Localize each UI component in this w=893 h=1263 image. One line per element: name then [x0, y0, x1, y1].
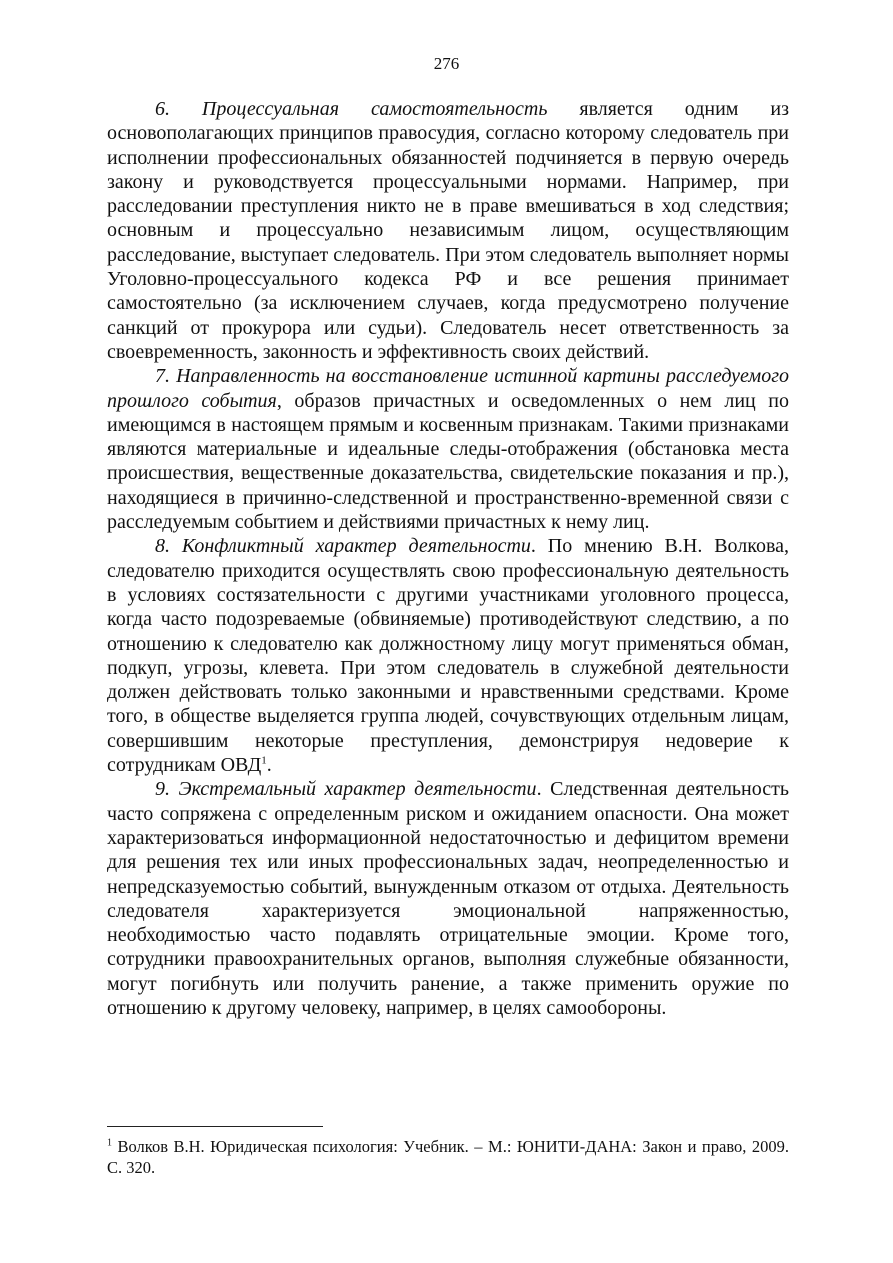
paragraph-text: является одним из основополагающих принципов правосудия, согласно которому следователь при исполнении профессиональных обязанностей подчиняется в первую очередь закону и руководствуется процессуальными нормами. Например, при расследовании преступления никто не в праве вмешиваться в ход следствия; основным и процессуально независимым лицом, осуществляющим расследование, выступает следователь. При этом следователь выполняет нормы Уголовно-процессуального кодекса РФ и все решения принимает самостоятельно (за исключением случаев, когда предусмотрено получение санкций от прокурора или судьи). Следователь несет ответственность за своевременность, законность и эффективность своих действий. — [107, 98, 790, 363]
footnote-separator — [107, 1126, 323, 1127]
footnote-reference[interactable]: 1 — [261, 754, 267, 767]
paragraph-lead: 8. Конфликтный характер деятельности — [155, 535, 531, 558]
paragraph-lead: 7. Направленность на восстановление истинной картины расследуемого прошлого события — [107, 365, 789, 412]
footnote-text: Волков В.Н. Юридическая психология: Учебник. – М.: ЮНИТИ-ДАНА: Закон и право, 2009. С. 320. — [107, 1137, 789, 1177]
paragraph-text: . По мнению В.Н. Волкова, следователю приходится осуществлять свою профессиональную деятельность в условиях состязательности с другими участниками уголовного процесса, когда часто подозреваемые (обвиняемые) противодействуют следствию, а по отношению к следователю как должностному лицу могут применяться обман, подкуп, угрозы, клевета. При этом следователь в служебной деятельности должен действовать только законными и нравственными средствами. Кроме того, в обществе выделяется группа людей, сочувствующих отдельным лицам, совершившим некоторые преступления, демонстрируя недоверие к сотрудникам ОВД — [107, 535, 790, 777]
paragraph-conflict-nature — [107, 534, 789, 777]
page-number: 276 — [433, 54, 460, 73]
paragraph-reconstruction-focus — [107, 364, 789, 534]
body-text — [107, 97, 789, 1020]
footnote-marker: 1 — [107, 1137, 112, 1149]
paragraph-extreme-nature — [107, 777, 789, 1020]
footnote — [107, 1136, 789, 1178]
paragraph-text: , образов причастных и осведомленных о нем лиц по имеющимся в настоящем прямым и косвенным признакам. Такими признаками являются материальные и идеальные следы-отображения (обстановка места происшествия, вещественные доказательства, свидетельские показания и пр.), находящиеся в причинно-следственной и пространственно-временной связи с расследуемым событием и действиями причастных к нему лиц. — [107, 389, 789, 534]
paragraph-lead: 6. Процессуальная самостоятельность — [155, 98, 548, 120]
paragraph-lead: 9. Экстремальный характер деятельности — [155, 778, 537, 801]
paragraph-procedural-independence — [107, 97, 789, 364]
paragraph-text: . Следственная деятельность часто сопряжена с определенным риском и ожиданием опасности. Она может характеризоваться информационной недостаточностью и дефицитом времени для решения тех или иных профессиональных задач, неопределенностью и непредсказуемостью событий, вынужденным отказом от отдыха. Деятельность следователя характеризуется эмоциональной напряженностью, необходимостью часто подавлять отрицательные эмоции. Кроме того, сотрудники правоохранительных органов, выполняя служебные обязанности, могут погибнуть или получить ранение, а также применить оружие по отношению к другому человеку, например, в целях самообороны. — [107, 778, 789, 1019]
paragraph-text-end: . — [266, 754, 272, 777]
